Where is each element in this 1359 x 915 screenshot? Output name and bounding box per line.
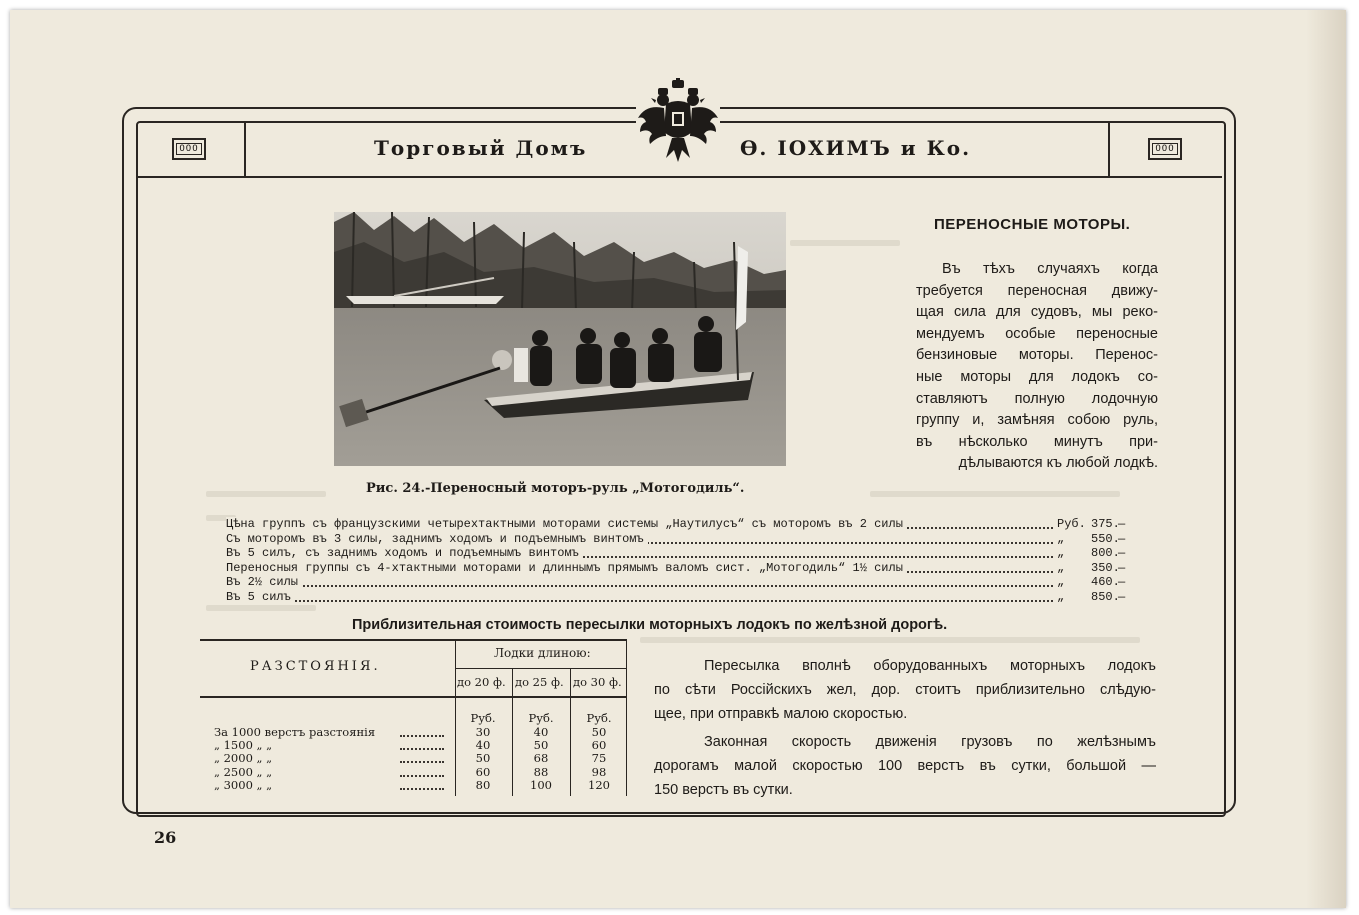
intro-line: ставляютъ полную лодочную: [916, 390, 1158, 407]
ornament-box-left: [172, 138, 206, 160]
table-row-label: „ 2500 „ „: [214, 764, 273, 779]
price-row: [226, 517, 1131, 531]
table-col-rule: [570, 668, 571, 796]
price-row: [226, 546, 1131, 560]
leader-dots: [400, 775, 444, 777]
table-cell: 50: [533, 738, 549, 753]
table-cell: 98: [591, 764, 607, 779]
table-col-header: РАЗСТОЯНIЯ.: [250, 659, 381, 674]
figure-caption: Рис. 24.-Переносный моторъ-руль „Мотогодиль“.: [366, 481, 745, 496]
imperial-eagle-icon: [636, 78, 720, 164]
table-col-rule: [626, 639, 627, 796]
intro-line: щая сила для судовъ, мы реко-: [916, 304, 1158, 321]
price-dash: —: [1118, 517, 1126, 531]
table-cell: 60: [591, 738, 607, 753]
table-col-rule: [512, 668, 513, 796]
header-separator-left: [244, 121, 246, 176]
table-sub-header: до 20 ф.: [457, 675, 506, 689]
leader-dots: [226, 590, 1061, 602]
shipping-line: Пересылка вполнѣ оборудованныхъ моторныхъ лодокъ: [704, 658, 1156, 674]
price-currency: „: [1054, 532, 1067, 546]
intro-line: Въ тѣхъ случаяхъ когда: [942, 261, 1158, 277]
table-row-label: „ 2000 „ „: [214, 751, 273, 766]
intro-line: мендуемъ особые переносные: [916, 325, 1158, 342]
header-divider: [136, 176, 1222, 178]
leader-dots: [400, 748, 444, 750]
table-row-label: „ 1500 „ „: [214, 738, 273, 753]
table-rule-top: [200, 639, 626, 641]
table-row-label: „ 3000 „ „: [214, 777, 273, 792]
header-separator-right: [1108, 121, 1110, 176]
table-currency: Руб.: [470, 711, 496, 725]
price-dash: —: [1118, 560, 1126, 575]
price-description: Съ моторомъ въ 3 силы, заднимъ ходомъ и подъемнымъ винтомъ: [226, 532, 648, 546]
table-row-label: За 1000 верстъ разстоянiя: [214, 725, 376, 739]
intro-line: требуется переносная движу-: [916, 282, 1158, 299]
intro-line: бензиновые моторы. Перенос-: [916, 347, 1158, 364]
price-dash: —: [1118, 531, 1126, 546]
paper-edge-shadow: [1306, 10, 1346, 908]
price-currency: Руб.: [1054, 517, 1089, 531]
ornament-box-left-text: OOO: [176, 143, 201, 155]
table-cell: 88: [533, 764, 549, 779]
table-sub-header: до 30 ф.: [573, 675, 622, 689]
section-title: ПЕРЕНОСНЫЕ МОТОРЫ.: [934, 216, 1131, 233]
table-cell: 40: [475, 738, 491, 753]
price-dash: —: [1118, 590, 1126, 604]
page-number: 26: [154, 828, 177, 847]
price-description: Переносныя группы съ 4-хтактными моторами и длиннымъ прямымъ валомъ сист. „Мотогодиль“ 1½ силы: [226, 561, 907, 575]
price-row: [226, 532, 1131, 546]
price-currency: „: [1054, 575, 1067, 589]
price-row: [226, 561, 1131, 575]
shipping-title: Приблизительная стоимость пересылки моторныхъ лодокъ по желѣзной дорогѣ.: [352, 617, 948, 633]
price-amount: 350.: [1091, 560, 1120, 575]
table-rule-header: [200, 696, 626, 698]
intro-line: въ нѣсколько минутъ при-: [916, 433, 1158, 450]
price-description: Цѣна группъ съ французскими четырехтактными моторами системы „Наутилусъ“ съ моторомъ въ 2 силы: [226, 517, 907, 531]
shipping-line: щее, при отправкѣ малою скоростью.: [654, 706, 908, 722]
price-dash: —: [1118, 575, 1126, 590]
table-cell: 30: [475, 725, 491, 739]
table-currency: Руб.: [528, 711, 554, 725]
price-amount: 800.: [1091, 546, 1120, 561]
table-group-header: Лодки длиною:: [494, 646, 591, 660]
table-rule-mid: [455, 668, 626, 669]
intro-line: дѣлываются къ любой лодкѣ.: [958, 455, 1158, 472]
table-currency: Руб.: [586, 711, 612, 725]
price-dash: —: [1118, 546, 1126, 561]
price-amount: 375.: [1091, 517, 1120, 531]
intro-line: ные моторы для лодокъ со-: [916, 369, 1158, 385]
leader-dots: [226, 575, 1061, 587]
table-cell: 100: [530, 777, 552, 792]
price-amount: 850.: [1091, 590, 1120, 604]
intro-line: группу и, замѣняя собою руль,: [916, 412, 1158, 429]
price-row: [226, 590, 1131, 604]
table-sub-header: до 25 ф.: [515, 675, 564, 689]
table-cell: 50: [475, 751, 491, 766]
table-cell: 68: [533, 751, 549, 766]
leader-dots: [400, 735, 444, 737]
table-cell: 40: [533, 725, 549, 739]
price-amount: 550.: [1091, 531, 1120, 546]
table-cell: 120: [588, 777, 610, 792]
leader-dots: [400, 788, 444, 790]
shipping-line: по сѣти Россiйскихъ жел, дор. стоитъ приблизительно слѣдую-: [654, 682, 1156, 698]
header-left-title: Торговый Домъ: [374, 136, 588, 160]
ornament-box-right-text: OOO: [1152, 143, 1177, 155]
price-description: Въ 2½ силы: [226, 575, 302, 589]
table-cell: 50: [591, 725, 607, 739]
header-right-title: Ѳ. IОХИМЪ и Ко.: [740, 136, 972, 160]
boat-photo: [334, 212, 786, 466]
price-currency: „: [1054, 561, 1067, 575]
price-description: Въ 5 силъ: [226, 590, 295, 604]
table-cell: 60: [475, 764, 491, 779]
shipping-line: дорогамъ малой скоростью 100 верстъ въ сутки, большой —: [654, 758, 1156, 774]
table-col-rule: [455, 639, 456, 796]
price-currency: „: [1054, 590, 1067, 604]
price-currency: „: [1054, 546, 1067, 560]
price-amount: 460.: [1091, 575, 1120, 590]
price-row: [226, 575, 1131, 589]
table-cell: 80: [475, 777, 491, 792]
leader-dots: [400, 761, 444, 763]
shipping-line: 150 верстъ въ сутки.: [654, 782, 793, 798]
shipping-line: Законная скорость движенiя грузовъ по желѣзнымъ: [704, 734, 1156, 750]
price-description: Въ 5 силъ, съ заднимъ ходомъ и подъемнымъ винтомъ: [226, 546, 583, 560]
ornament-box-right: [1148, 138, 1182, 160]
table-cell: 75: [591, 751, 607, 766]
